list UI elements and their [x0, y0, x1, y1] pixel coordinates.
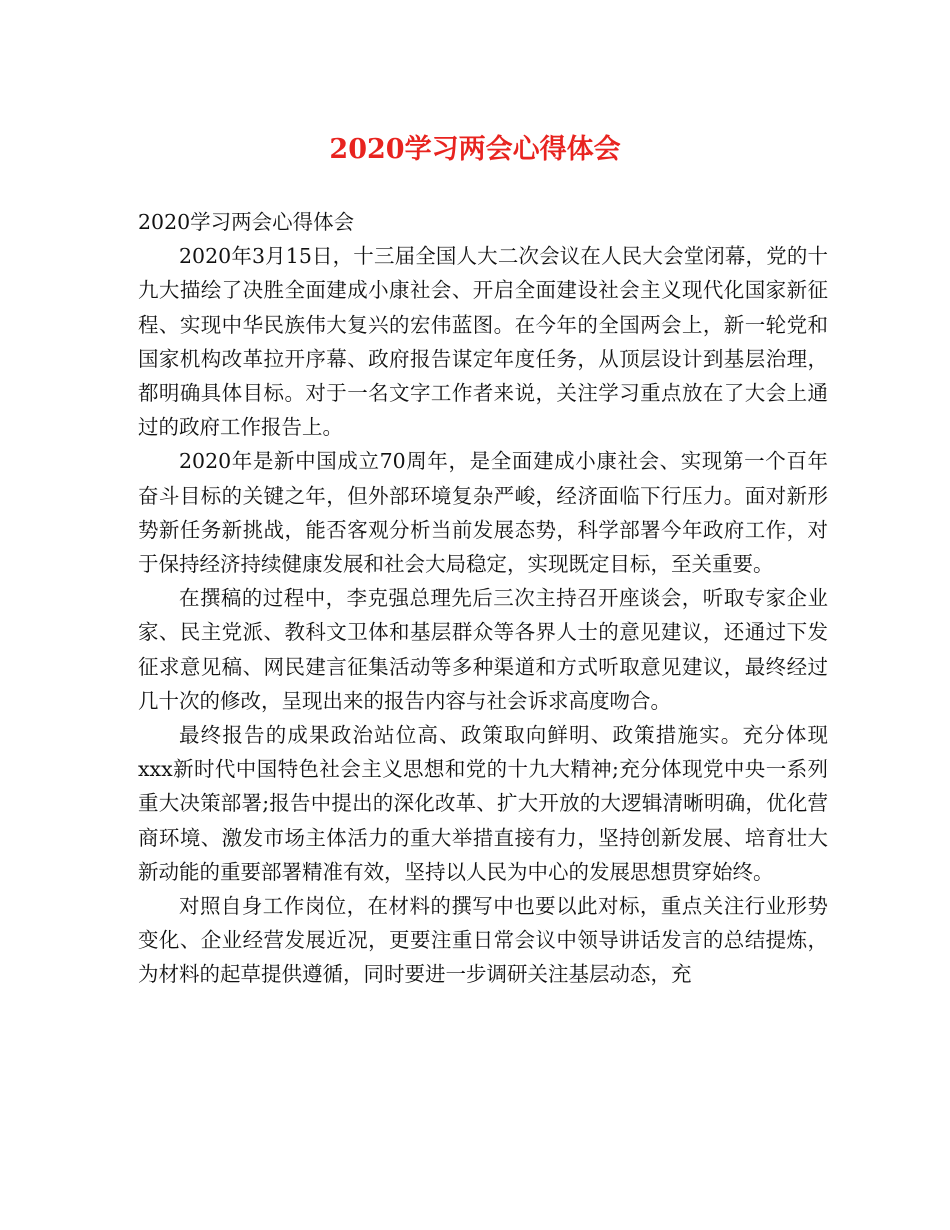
document-body [138, 205, 828, 992]
paragraph-1: 2020年3月15日，十三届全国人大二次会议在人民大会堂闭幕，党的十九大描绘了决胜全面建成小康社会、开启全面建设社会主义现代化国家新征程、实现中华民族伟大复兴的宏伟蓝图。在今年的全国两会上，新一轮党和国家机构改革拉开序幕、政府报告谋定年度任务，从顶层设计到基层治理，都明确具体目标。对于一名文字工作者来说，关注学习重点放在了大会上通过的政府工作报告上。 [138, 244, 828, 440]
paragraph-5: 对照自身工作岗位，在材料的撰写中也要以此对标，重点关注行业形势变化、企业经营发展近况，更要注重日常会议中领导讲话发言的总结提炼，为材料的起草提供遵循，同时要进一步调研关注基层动态，充 [138, 894, 828, 987]
document-title: 2020学习两会心得体会 [329, 134, 621, 165]
document-subtitle: 2020学习两会心得体会 [138, 210, 355, 234]
paragraph-3: 在撰稿的过程中，李克强总理先后三次主持召开座谈会，听取专家企业家、民主党派、教科文卫体和基层群众等各界人士的意见建议，还通过下发征求意见稿、网民建言征集活动等多种渠道和方式听取意见建议，最终经过几十次的修改，呈现出来的报告内容与社会诉求高度吻合。 [138, 586, 828, 713]
paragraph-2: 2020年是新中国成立70周年，是全面建成小康社会、实现第一个百年奋斗目标的关键之年，但外部环境复杂严峻，经济面临下行压力。面对新形势新任务新挑战，能否客观分析当前发展态势，科学部署今年政府工作，对于保持经济持续健康发展和社会大局稳定，实现既定目标，至关重要。 [138, 449, 828, 577]
paragraph-4: 最终报告的成果政治站位高、政策取向鲜明、政策措施实。充分体现xxx新时代中国特色社会主义思想和党的十九大精神;充分体现党中央一系列重大决策部署;报告中提出的深化改革、扩大开放的大逻辑清晰明确，优化营商环境、激发市场主体活力的重大举措直接有力，坚持创新发展、培育壮大新动能的重要部署精准有效，坚持以人民为中心的发展思想贯穿始终。 [138, 723, 828, 884]
